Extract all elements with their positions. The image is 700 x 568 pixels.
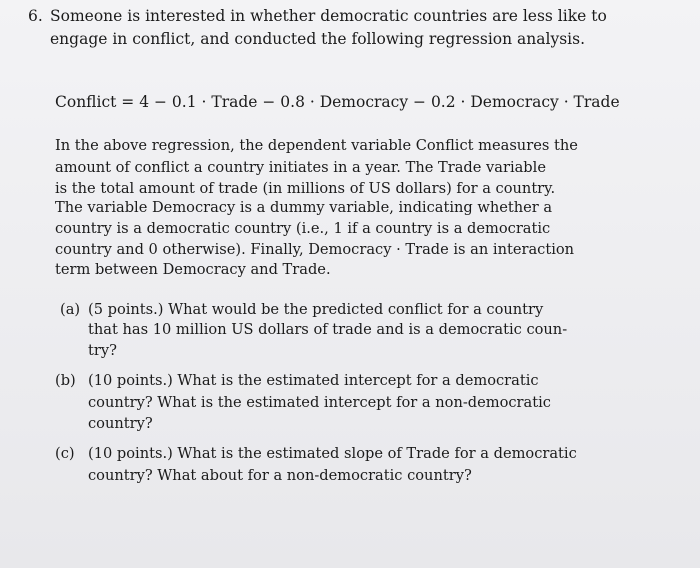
part-b-line-3: country? (88, 415, 153, 432)
part-c-label: (c) (55, 445, 75, 462)
paragraph-line-5: country is a democratic country (i.e., 1 if a country is a democratic (55, 220, 551, 237)
paragraph-line-6: country and 0 otherwise). Finally, Democracy · Trade is an interaction (55, 241, 575, 258)
regression-equation: Conflict = 4 − 0.1 · Trade − 0.8 · Democracy − 0.2 · Democracy · Trade (55, 93, 620, 111)
paragraph-line-2: amount of conflict a country initiates in a year. The Trade variable (55, 159, 546, 176)
intro-line-1: Someone is interested in whether democratic countries are less like to (50, 7, 607, 25)
intro-line-2: engage in conflict, and conducted the following regression analysis. (50, 30, 586, 48)
part-a-line-3: try? (88, 342, 117, 359)
part-c-line-2: country? What about for a non-democratic country? (88, 467, 472, 484)
paragraph-line-3: is the total amount of trade (in millions of US dollars) for a country. (55, 180, 556, 197)
part-b-line-1: (10 points.) What is the estimated intercept for a democratic (88, 372, 539, 389)
part-c-line-1: (10 points.) What is the estimated slope of Trade for a democratic (88, 445, 577, 462)
question-number: 6. (28, 7, 43, 25)
part-a-line-2: that has 10 million US dollars of trade and is a democratic coun- (88, 321, 568, 338)
part-b-label: (b) (55, 372, 76, 389)
paragraph-line-4: The variable Democracy is a dummy variable, indicating whether a (55, 199, 553, 216)
part-a-label: (a) (60, 301, 81, 318)
part-b-line-2: country? What is the estimated intercept for a non-democratic (88, 394, 551, 411)
paragraph-line-1: In the above regression, the dependent variable Conflict measures the (55, 137, 578, 154)
paragraph-line-7: term between Democracy and Trade. (55, 261, 331, 278)
part-a-line-1: (5 points.) What would be the predicted conflict for a country (88, 301, 544, 318)
